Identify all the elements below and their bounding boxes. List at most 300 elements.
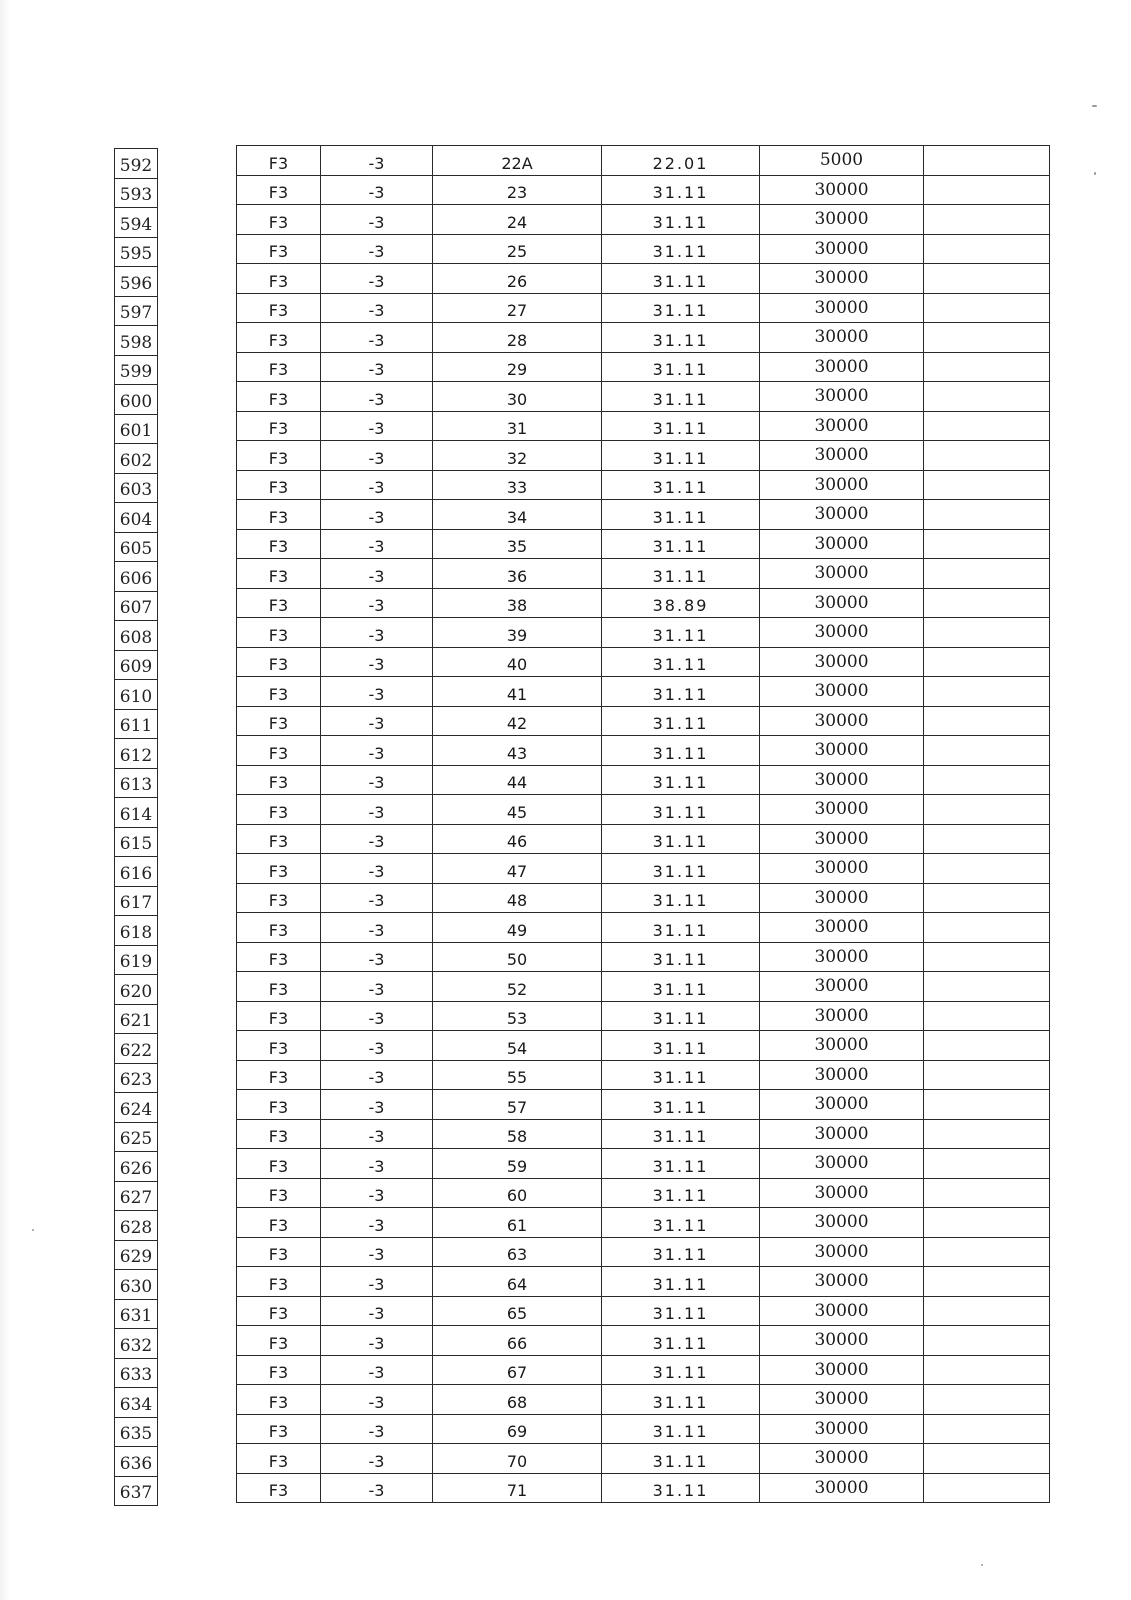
price-cell: 31.11	[602, 647, 760, 677]
code-cell: F3	[237, 500, 321, 530]
item-cell: 68	[433, 1385, 602, 1415]
table-row	[237, 1090, 1050, 1120]
note-cell	[924, 1149, 1050, 1179]
row-number: 630	[115, 1270, 158, 1300]
item-cell: 41	[433, 677, 602, 707]
row-number-row	[115, 591, 158, 621]
grade-cell: -3	[321, 824, 433, 854]
grade-cell: -3	[321, 706, 433, 736]
quantity-cell: 30000	[760, 1355, 924, 1385]
row-number: 612	[115, 739, 158, 769]
data-table	[236, 145, 1050, 1503]
quantity-cell: 30000	[760, 1444, 924, 1474]
quantity-cell: 30000	[760, 913, 924, 943]
row-number-row	[115, 1093, 158, 1123]
quantity-cell: 30000	[760, 1090, 924, 1120]
note-cell	[924, 1326, 1050, 1356]
grade-cell: -3	[321, 1326, 433, 1356]
note-cell	[924, 677, 1050, 707]
row-number-row	[115, 650, 158, 680]
quantity-cell: 30000	[760, 588, 924, 618]
grade-cell: -3	[321, 588, 433, 618]
quantity-cell: 30000	[760, 765, 924, 795]
quantity-cell: 30000	[760, 854, 924, 884]
price-cell: 22.01	[602, 146, 760, 176]
item-cell: 52	[433, 972, 602, 1002]
row-number-row	[115, 798, 158, 828]
item-cell: 45	[433, 795, 602, 825]
row-number-row	[115, 1152, 158, 1182]
price-cell: 31.11	[602, 1178, 760, 1208]
table-row	[237, 529, 1050, 559]
grade-cell: -3	[321, 1414, 433, 1444]
price-cell: 31.11	[602, 352, 760, 382]
code-cell: F3	[237, 1001, 321, 1031]
quantity-cell: 30000	[760, 1149, 924, 1179]
price-cell: 31.11	[602, 706, 760, 736]
item-cell: 44	[433, 765, 602, 795]
item-cell: 24	[433, 205, 602, 235]
price-cell: 31.11	[602, 293, 760, 323]
grade-cell: -3	[321, 529, 433, 559]
row-number: 621	[115, 1004, 158, 1034]
table-row	[237, 175, 1050, 205]
note-cell	[924, 146, 1050, 176]
quantity-cell: 30000	[760, 441, 924, 471]
item-cell: 54	[433, 1031, 602, 1061]
item-cell: 57	[433, 1090, 602, 1120]
price-cell: 31.11	[602, 1414, 760, 1444]
note-cell	[924, 883, 1050, 913]
note-cell	[924, 1296, 1050, 1326]
scan-speck	[981, 1564, 983, 1566]
item-cell: 26	[433, 264, 602, 294]
row-number-row	[115, 1181, 158, 1211]
table-row	[237, 1208, 1050, 1238]
scan-speck	[1094, 172, 1096, 175]
note-cell	[924, 854, 1050, 884]
row-number: 598	[115, 326, 158, 356]
table-row	[237, 293, 1050, 323]
price-cell: 31.11	[602, 1296, 760, 1326]
note-cell	[924, 736, 1050, 766]
row-number-row	[115, 414, 158, 444]
scan-speck	[32, 1229, 34, 1231]
row-number: 605	[115, 532, 158, 562]
grade-cell: -3	[321, 559, 433, 589]
row-number-row	[115, 680, 158, 710]
note-cell	[924, 293, 1050, 323]
quantity-cell: 30000	[760, 1326, 924, 1356]
price-cell: 31.11	[602, 559, 760, 589]
row-number-row	[115, 532, 158, 562]
note-cell	[924, 264, 1050, 294]
code-cell: F3	[237, 736, 321, 766]
item-cell: 32	[433, 441, 602, 471]
table-row	[237, 706, 1050, 736]
price-cell: 31.11	[602, 441, 760, 471]
grade-cell: -3	[321, 1031, 433, 1061]
quantity-cell: 30000	[760, 1178, 924, 1208]
note-cell	[924, 500, 1050, 530]
row-number: 609	[115, 650, 158, 680]
row-number-row	[115, 709, 158, 739]
note-cell	[924, 588, 1050, 618]
row-number: 617	[115, 886, 158, 916]
grade-cell: -3	[321, 1296, 433, 1326]
item-cell: 23	[433, 175, 602, 205]
price-cell: 31.11	[602, 854, 760, 884]
item-cell: 30	[433, 382, 602, 412]
row-number: 595	[115, 237, 158, 267]
price-cell: 31.11	[602, 1208, 760, 1238]
grade-cell: -3	[321, 972, 433, 1002]
row-number: 625	[115, 1122, 158, 1152]
quantity-cell: 30000	[760, 323, 924, 353]
item-cell: 69	[433, 1414, 602, 1444]
row-number-row	[115, 473, 158, 503]
price-cell: 31.11	[602, 972, 760, 1002]
row-number: 593	[115, 178, 158, 208]
code-cell: F3	[237, 293, 321, 323]
code-cell: F3	[237, 1119, 321, 1149]
code-cell: F3	[237, 854, 321, 884]
quantity-cell: 30000	[760, 382, 924, 412]
row-number-row	[115, 1299, 158, 1329]
note-cell	[924, 1237, 1050, 1267]
item-cell: 61	[433, 1208, 602, 1238]
price-cell: 31.11	[602, 1385, 760, 1415]
row-number-row	[115, 1122, 158, 1152]
item-cell: 60	[433, 1178, 602, 1208]
code-cell: F3	[237, 1267, 321, 1297]
item-cell: 36	[433, 559, 602, 589]
quantity-cell: 30000	[760, 175, 924, 205]
price-cell: 31.11	[602, 411, 760, 441]
note-cell	[924, 411, 1050, 441]
quantity-cell: 30000	[760, 824, 924, 854]
table-row	[237, 1149, 1050, 1179]
note-cell	[924, 1473, 1050, 1503]
note-cell	[924, 1414, 1050, 1444]
item-cell: 27	[433, 293, 602, 323]
quantity-cell: 5000	[760, 146, 924, 176]
grade-cell: -3	[321, 1444, 433, 1474]
price-cell: 31.11	[602, 264, 760, 294]
scan-speck	[1092, 105, 1097, 107]
price-cell: 31.11	[602, 529, 760, 559]
grade-cell: -3	[321, 1473, 433, 1503]
quantity-cell: 30000	[760, 1031, 924, 1061]
price-cell: 31.11	[602, 205, 760, 235]
row-number: 594	[115, 208, 158, 238]
row-number-row	[115, 237, 158, 267]
code-cell: F3	[237, 264, 321, 294]
price-cell: 31.11	[602, 1267, 760, 1297]
quantity-cell: 30000	[760, 706, 924, 736]
note-cell	[924, 824, 1050, 854]
code-cell: F3	[237, 1414, 321, 1444]
code-cell: F3	[237, 323, 321, 353]
row-number: 619	[115, 945, 158, 975]
item-cell: 53	[433, 1001, 602, 1031]
item-cell: 55	[433, 1060, 602, 1090]
grade-cell: -3	[321, 942, 433, 972]
note-cell	[924, 647, 1050, 677]
table-row	[237, 1326, 1050, 1356]
table-row	[237, 618, 1050, 648]
price-cell: 31.11	[602, 824, 760, 854]
code-cell: F3	[237, 470, 321, 500]
code-cell: F3	[237, 588, 321, 618]
price-cell: 31.11	[602, 1149, 760, 1179]
table-row	[237, 913, 1050, 943]
price-cell: 31.11	[602, 618, 760, 648]
row-number: 631	[115, 1299, 158, 1329]
price-cell: 31.11	[602, 1031, 760, 1061]
price-cell: 31.11	[602, 175, 760, 205]
grade-cell: -3	[321, 382, 433, 412]
row-number: 615	[115, 827, 158, 857]
price-cell: 31.11	[602, 323, 760, 353]
table-row	[237, 205, 1050, 235]
row-number: 604	[115, 503, 158, 533]
item-cell: 38	[433, 588, 602, 618]
table-row	[237, 146, 1050, 176]
table-row	[237, 441, 1050, 471]
quantity-cell: 30000	[760, 1001, 924, 1031]
item-cell: 50	[433, 942, 602, 972]
quantity-cell: 30000	[760, 352, 924, 382]
grade-cell: -3	[321, 1237, 433, 1267]
price-cell: 31.11	[602, 942, 760, 972]
row-number-row	[115, 1417, 158, 1447]
row-number-row	[115, 945, 158, 975]
table-row	[237, 765, 1050, 795]
row-number-row	[115, 1211, 158, 1241]
note-cell	[924, 1090, 1050, 1120]
price-cell: 31.11	[602, 883, 760, 913]
code-cell: F3	[237, 559, 321, 589]
grade-cell: -3	[321, 1001, 433, 1031]
item-cell: 28	[433, 323, 602, 353]
row-number: 592	[115, 149, 158, 179]
row-number: 600	[115, 385, 158, 415]
price-cell: 31.11	[602, 382, 760, 412]
row-number: 599	[115, 355, 158, 385]
table-row	[237, 883, 1050, 913]
row-number-row	[115, 444, 158, 474]
quantity-cell: 30000	[760, 205, 924, 235]
table-row	[237, 500, 1050, 530]
table-row	[237, 677, 1050, 707]
table-row	[237, 972, 1050, 1002]
note-cell	[924, 1119, 1050, 1149]
quantity-cell: 30000	[760, 736, 924, 766]
grade-cell: -3	[321, 293, 433, 323]
grade-cell: -3	[321, 352, 433, 382]
price-cell: 31.11	[602, 1473, 760, 1503]
item-cell: 70	[433, 1444, 602, 1474]
grade-cell: -3	[321, 677, 433, 707]
grade-cell: -3	[321, 795, 433, 825]
price-cell: 31.11	[602, 1119, 760, 1149]
quantity-cell: 30000	[760, 293, 924, 323]
price-cell: 31.11	[602, 765, 760, 795]
price-cell: 31.11	[602, 736, 760, 766]
price-cell: 31.11	[602, 470, 760, 500]
row-number: 611	[115, 709, 158, 739]
table-row	[237, 1355, 1050, 1385]
item-cell: 47	[433, 854, 602, 884]
quantity-cell: 30000	[760, 1414, 924, 1444]
quantity-cell: 30000	[760, 883, 924, 913]
note-cell	[924, 352, 1050, 382]
row-number-row	[115, 355, 158, 385]
row-number-row	[115, 267, 158, 297]
grade-cell: -3	[321, 146, 433, 176]
row-number: 634	[115, 1388, 158, 1418]
note-cell	[924, 1267, 1050, 1297]
quantity-cell: 30000	[760, 411, 924, 441]
code-cell: F3	[237, 382, 321, 412]
row-number-row	[115, 886, 158, 916]
table-row	[237, 1385, 1050, 1415]
code-cell: F3	[237, 1355, 321, 1385]
row-number: 627	[115, 1181, 158, 1211]
grade-cell: -3	[321, 205, 433, 235]
grade-cell: -3	[321, 618, 433, 648]
table-row	[237, 1119, 1050, 1149]
price-cell: 31.11	[602, 1355, 760, 1385]
row-number-row	[115, 1388, 158, 1418]
code-cell: F3	[237, 824, 321, 854]
note-cell	[924, 1060, 1050, 1090]
code-cell: F3	[237, 883, 321, 913]
table-row	[237, 1060, 1050, 1090]
code-cell: F3	[237, 972, 321, 1002]
table-row	[237, 1444, 1050, 1474]
note-cell	[924, 795, 1050, 825]
note-cell	[924, 559, 1050, 589]
table-row	[237, 795, 1050, 825]
note-cell	[924, 1178, 1050, 1208]
item-cell: 67	[433, 1355, 602, 1385]
grade-cell: -3	[321, 441, 433, 471]
row-number-row	[115, 1476, 158, 1506]
note-cell	[924, 1208, 1050, 1238]
row-number-row	[115, 827, 158, 857]
price-cell: 31.11	[602, 1060, 760, 1090]
quantity-cell: 30000	[760, 234, 924, 264]
row-number: 622	[115, 1034, 158, 1064]
grade-cell: -3	[321, 175, 433, 205]
item-cell: 46	[433, 824, 602, 854]
grade-cell: -3	[321, 234, 433, 264]
quantity-cell: 30000	[760, 500, 924, 530]
row-number: 633	[115, 1358, 158, 1388]
code-cell: F3	[237, 1473, 321, 1503]
table-row	[237, 588, 1050, 618]
note-cell	[924, 618, 1050, 648]
grade-cell: -3	[321, 470, 433, 500]
row-number: 601	[115, 414, 158, 444]
price-cell: 31.11	[602, 1326, 760, 1356]
quantity-cell: 30000	[760, 1473, 924, 1503]
note-cell	[924, 765, 1050, 795]
grade-cell: -3	[321, 411, 433, 441]
table-row	[237, 382, 1050, 412]
note-cell	[924, 706, 1050, 736]
table-row	[237, 559, 1050, 589]
row-number-row	[115, 208, 158, 238]
grade-cell: -3	[321, 500, 433, 530]
grade-cell: -3	[321, 913, 433, 943]
row-number-row	[115, 1004, 158, 1034]
grade-cell: -3	[321, 323, 433, 353]
code-cell: F3	[237, 706, 321, 736]
code-cell: F3	[237, 942, 321, 972]
code-cell: F3	[237, 765, 321, 795]
table-row	[237, 1001, 1050, 1031]
row-number: 636	[115, 1447, 158, 1477]
item-cell: 42	[433, 706, 602, 736]
note-cell	[924, 972, 1050, 1002]
row-number: 607	[115, 591, 158, 621]
table-row	[237, 1296, 1050, 1326]
price-cell: 31.11	[602, 913, 760, 943]
table-row	[237, 1414, 1050, 1444]
code-cell: F3	[237, 146, 321, 176]
data-table-body	[237, 146, 1050, 1503]
table-row	[237, 470, 1050, 500]
quantity-cell: 30000	[760, 264, 924, 294]
grade-cell: -3	[321, 1178, 433, 1208]
note-cell	[924, 1385, 1050, 1415]
quantity-cell: 30000	[760, 942, 924, 972]
item-cell: 34	[433, 500, 602, 530]
code-cell: F3	[237, 1326, 321, 1356]
note-cell	[924, 470, 1050, 500]
row-number-row	[115, 178, 158, 208]
row-number-row	[115, 385, 158, 415]
row-number-row	[115, 296, 158, 326]
price-cell: 31.11	[602, 234, 760, 264]
code-cell: F3	[237, 529, 321, 559]
quantity-cell: 30000	[760, 529, 924, 559]
note-cell	[924, 175, 1050, 205]
row-number-row	[115, 916, 158, 946]
code-cell: F3	[237, 1090, 321, 1120]
code-cell: F3	[237, 795, 321, 825]
row-number-row	[115, 562, 158, 592]
quantity-cell: 30000	[760, 1385, 924, 1415]
row-number-row	[115, 739, 158, 769]
code-cell: F3	[237, 1031, 321, 1061]
quantity-cell: 30000	[760, 618, 924, 648]
price-cell: 38.89	[602, 588, 760, 618]
table-row	[237, 1473, 1050, 1503]
code-cell: F3	[237, 618, 321, 648]
quantity-cell: 30000	[760, 1296, 924, 1326]
row-number: 632	[115, 1329, 158, 1359]
row-number: 613	[115, 768, 158, 798]
grade-cell: -3	[321, 1208, 433, 1238]
row-number-row	[115, 1063, 158, 1093]
row-number: 629	[115, 1240, 158, 1270]
price-cell: 31.11	[602, 1237, 760, 1267]
row-number: 623	[115, 1063, 158, 1093]
